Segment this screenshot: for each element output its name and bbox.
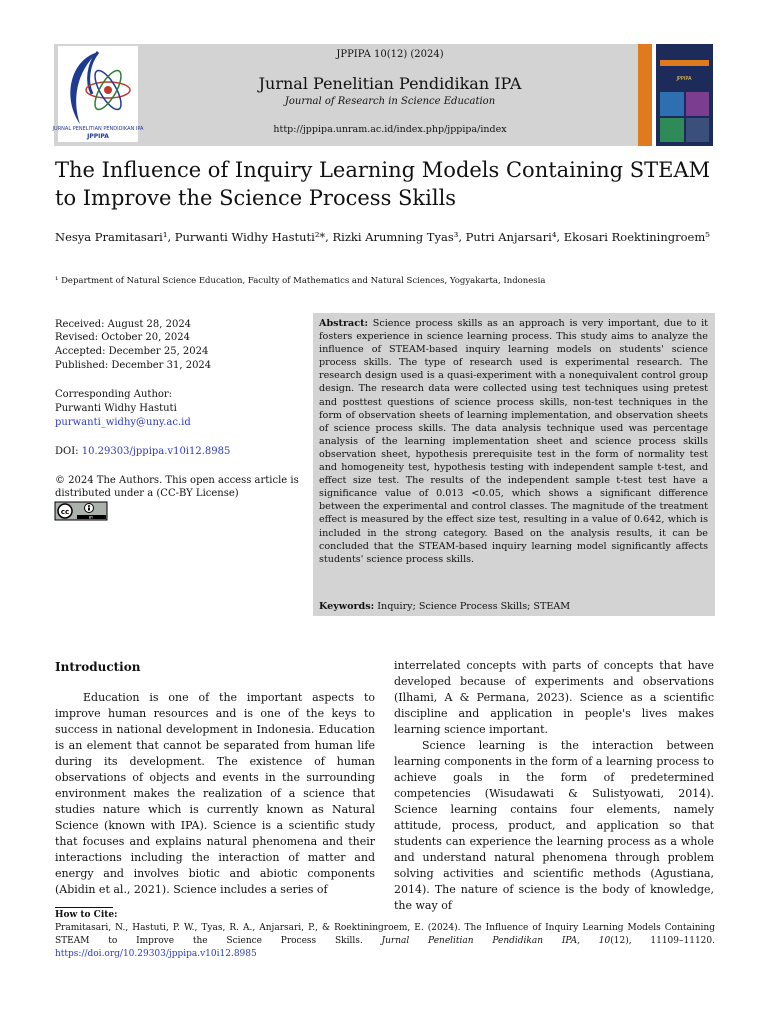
right-paragraph-1: interrelated concepts with parts of concepts that have developed because of experiments and observations (Ilhami, A & Permana, 2023). Science as a scientific discipline and application in people's lives makes learning science important. — [394, 659, 714, 736]
date-received: Received: August 28, 2024 — [55, 319, 192, 330]
abstract-body: Science process skills as an approach is very important, due to it fosters experience in science learning process. This study aims to analyze the influence of STEAM-based inquiry learning models on students' science process skills. The type of research used is experimental research. The research design used is a quasi-experiment with a nonequivalent control group design. The research data were collected using test techniques using pretest and posttest questions of science process skills, non-test techniques in the form of observation sheets of learning implementation, and observation sheets of science process skills. The data analysis technique used was percentage analysis of the learning implementation sheet and science process skills observation sheet, hypothesis prerequisite test in the form of normality test and homogeneity test, hypothesis testing with independent sample t-test, and effect size test. The results of the independent sample t-test test have a significance value of 0.013 <0.05, which shows a significant difference between the experimental and control classes. The magnitude of the treatment effect is measured by the effect size test, resulting in a value of 0.642, which is included in the strong category. Based on the analysis results, it can be concluded that the STEAM-based inquiry learning model significantly affects students' science process skills. — [319, 318, 708, 565]
cite-heading: How to Cite: — [55, 910, 118, 920]
journal-url[interactable]: http://jppipa.unram.ac.id/index.php/jppipa/index — [273, 124, 507, 135]
corresponding-name: Purwanti Widhy Hastuti — [55, 403, 177, 414]
citation — [55, 922, 715, 961]
abstract-label: Abstract: — [319, 318, 369, 329]
section-heading-introduction: Introduction — [55, 660, 141, 674]
doi-label: DOI: — [55, 446, 82, 457]
affiliation: ¹ Department of Natural Science Education, Faculty of Mathematics and Natural Sciences, Yogyakarta, Indonesia — [55, 276, 546, 286]
cover-text: JPPIPA — [676, 76, 692, 82]
article-title-line1: The Influence of Inquiry Learning Models Containing STEAM — [55, 158, 711, 182]
date-revised: Revised: October 20, 2024 — [55, 332, 190, 343]
citation-doi-link[interactable]: https://doi.org/10.29303/jppipa.v10i12.8985 — [55, 949, 257, 959]
body-column-left: Education is one of the important aspects to improve human resources and is one of the keys to success in national development in Indonesia. Education is an element that cannot be separated from human life during its development. The existence of human observations of objects and events in the surrounding environment makes the realization of a science that studies nature which is currently known as Natural Science (known with IPA). Science is a scientific study that focuses and explains natural phenomena and their interactions including the interaction of matter and energy and involves biotic and abiotic components (Abidin et al., 2021). Science includes a series of — [55, 691, 375, 896]
cc-by-badge[interactable] — [55, 502, 107, 520]
keywords — [319, 601, 708, 612]
keywords-label: Keywords: — [319, 601, 375, 612]
citation-issue: (12), 11109–11120. — [610, 936, 715, 946]
date-accepted: Accepted: December 25, 2024 — [55, 346, 209, 357]
article-title-line2: to Improve the Science Process Skills — [55, 186, 457, 210]
license-text: © 2024 The Authors. This open access article is distributed under a (CC-BY License) — [55, 475, 299, 499]
journal-volume: JPPIPA 10(12) (2024) — [336, 49, 444, 60]
citation-authors: Pramitasari, N., Hastuti, P. W., Tyas, R. A., Anjarsari, P., & Roektiningroem, E. (2024). The Influence of Inquiry Learning Models Containing STEAM to Improve the Science Process Skills. — [55, 923, 715, 946]
corresponding-email[interactable]: purwanti_widhy@uny.ac.id — [55, 417, 191, 428]
right-paragraph-2: Science learning is the interaction between learning components in the form of a learning process to achieve goals in the form of predetermined competencies (Wisudawati & Sulistyowati, 2014). Science learning contains four elements, namely attitude, process, product, and application so that students can experience the learning process as a whole and understand natural phenomena through problem solving activities and scientific methods (Agustiana, 2014). The nature of science is the body of knowledge, the way of — [394, 739, 714, 912]
doi-link[interactable]: 10.29303/jppipa.v10i12.8985 — [81, 446, 231, 457]
journal-cover-image — [638, 44, 713, 146]
journal-subtitle: Journal of Research in Science Education — [284, 96, 496, 107]
footer-rule — [55, 907, 113, 908]
journal-name: Jurnal Penelitian Pendidikan IPA — [258, 74, 522, 93]
author-list: Nesya Pramitasari¹, Purwanti Widhy Hastuti²*, Rizki Arumning Tyas³, Putri Anjarsari⁴, Ekosari Roektiningroem⁵ — [55, 230, 710, 244]
corresponding-label: Corresponding Author: — [55, 389, 173, 400]
body-column-right — [394, 658, 714, 914]
keywords-list: Inquiry; Science Process Skills; STEAM — [374, 601, 571, 612]
citation-journal: Jurnal Penelitian Pendidikan IPA, 10 — [381, 936, 611, 946]
cc-icon: cc — [60, 508, 70, 516]
doi-line — [55, 445, 305, 458]
by-icon: BY — [88, 515, 94, 520]
journal-logo — [52, 46, 144, 142]
date-published: Published: December 31, 2024 — [55, 360, 212, 371]
article-title — [55, 156, 725, 212]
abstract-text — [319, 317, 708, 566]
logo-text: JPPIPA — [87, 133, 109, 140]
svg-text:JURNAL PENELITIAN PENDIDIKAN I: JURNAL PENELITIAN PENDIDIKAN IPA — [52, 126, 144, 132]
